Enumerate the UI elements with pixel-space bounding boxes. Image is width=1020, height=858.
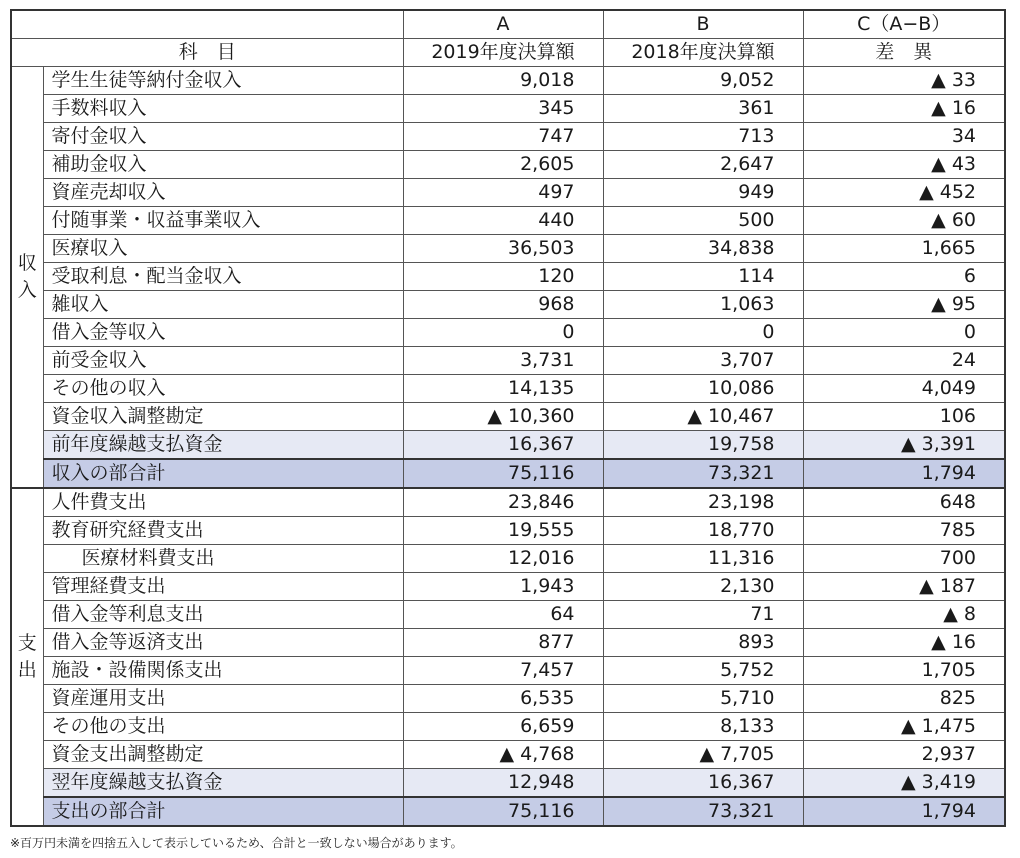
table-row	[11, 375, 1005, 403]
col-a-subheader: 2019年度決算額	[403, 39, 603, 67]
table-row	[11, 573, 1005, 601]
value-c: ▲ 452	[803, 179, 1005, 207]
table-row	[11, 319, 1005, 347]
table-row	[11, 517, 1005, 545]
row-label: 寄付金収入	[43, 123, 403, 151]
value-b: 5,752	[603, 657, 803, 685]
value-c: ▲ 43	[803, 151, 1005, 179]
table-row	[11, 657, 1005, 685]
value-c: 1,665	[803, 235, 1005, 263]
header-row-2	[11, 39, 1005, 67]
col-b-header: B	[603, 10, 803, 39]
row-label: その他の支出	[43, 713, 403, 741]
value-c: 1,705	[803, 657, 1005, 685]
value-c: 825	[803, 685, 1005, 713]
value-b: 10,086	[603, 375, 803, 403]
table-row	[11, 291, 1005, 319]
row-label: 受取利息・配当金収入	[43, 263, 403, 291]
table-row	[11, 207, 1005, 235]
value-c: 6	[803, 263, 1005, 291]
value-b: 3,707	[603, 347, 803, 375]
value-c: 785	[803, 517, 1005, 545]
row-label: 補助金収入	[43, 151, 403, 179]
expense-group-label: 支 出	[11, 488, 43, 826]
table-row	[11, 713, 1005, 741]
row-label: 借入金等返済支出	[43, 629, 403, 657]
row-label: 人件費支出	[43, 488, 403, 517]
value-a: 0	[403, 319, 603, 347]
row-label: 資金収入調整勘定	[43, 403, 403, 431]
value-c: ▲ 60	[803, 207, 1005, 235]
budget-table	[10, 9, 1006, 827]
value-b: 361	[603, 95, 803, 123]
value-c: ▲ 8	[803, 601, 1005, 629]
row-label: 施設・設備関係支出	[43, 657, 403, 685]
value-a: 23,846	[403, 488, 603, 517]
value-a: ▲ 10,360	[403, 403, 603, 431]
footnote: ※百万円未満を四捨五入して表示しているため、合計と一致しない場合があります。	[10, 836, 463, 850]
value-c: ▲ 16	[803, 629, 1005, 657]
row-label: 医療材料費支出	[43, 545, 403, 573]
value-b: 34,838	[603, 235, 803, 263]
row-label: 資産売却収入	[43, 179, 403, 207]
value-a: 14,135	[403, 375, 603, 403]
value-a: 497	[403, 179, 603, 207]
row-label: 付随事業・収益事業収入	[43, 207, 403, 235]
value-b: 5,710	[603, 685, 803, 713]
table-row	[11, 347, 1005, 375]
table-row	[11, 629, 1005, 657]
row-label: 資金支出調整勘定	[43, 741, 403, 769]
income-group-label: 収 入	[11, 67, 43, 489]
value-a: 1,943	[403, 573, 603, 601]
value-c: 648	[803, 488, 1005, 517]
row-label: 手数料収入	[43, 95, 403, 123]
col-c-subheader: 差 異	[803, 39, 1005, 67]
value-b: 0	[603, 319, 803, 347]
col-c-header: C（A−B）	[803, 10, 1005, 39]
table-row	[11, 95, 1005, 123]
value-c: 4,049	[803, 375, 1005, 403]
total-c: 1,794	[803, 459, 1005, 488]
value-b: 19,758	[603, 431, 803, 460]
table-row	[11, 403, 1005, 431]
value-a: 12,016	[403, 545, 603, 573]
value-b: 500	[603, 207, 803, 235]
value-b: 8,133	[603, 713, 803, 741]
value-b: 11,316	[603, 545, 803, 573]
value-a: 64	[403, 601, 603, 629]
table-row	[11, 67, 1005, 95]
table-row	[11, 151, 1005, 179]
col-a-header: A	[403, 10, 603, 39]
value-c: 106	[803, 403, 1005, 431]
table-row	[11, 431, 1005, 460]
table-row	[11, 235, 1005, 263]
row-label: 資産運用支出	[43, 685, 403, 713]
value-c: ▲ 3,419	[803, 769, 1005, 798]
row-label: 教育研究経費支出	[43, 517, 403, 545]
value-b: 713	[603, 123, 803, 151]
row-label: 前年度繰越支払資金	[43, 431, 403, 460]
value-a: 36,503	[403, 235, 603, 263]
table-row	[11, 179, 1005, 207]
value-a: 968	[403, 291, 603, 319]
value-b: 23,198	[603, 488, 803, 517]
value-c: 34	[803, 123, 1005, 151]
value-a: 7,457	[403, 657, 603, 685]
col-b-subheader: 2018年度決算額	[603, 39, 803, 67]
value-b: 2,130	[603, 573, 803, 601]
value-c: ▲ 3,391	[803, 431, 1005, 460]
total-c: 1,794	[803, 797, 1005, 826]
total-a: 75,116	[403, 797, 603, 826]
total-label: 支出の部合計	[43, 797, 403, 826]
row-label: 借入金等収入	[43, 319, 403, 347]
value-a: 9,018	[403, 67, 603, 95]
table-row	[11, 601, 1005, 629]
value-b: 2,647	[603, 151, 803, 179]
value-c: 24	[803, 347, 1005, 375]
row-label: 医療収入	[43, 235, 403, 263]
value-b: 114	[603, 263, 803, 291]
total-a: 75,116	[403, 459, 603, 488]
value-c: ▲ 33	[803, 67, 1005, 95]
value-a: 3,731	[403, 347, 603, 375]
value-b: 16,367	[603, 769, 803, 798]
total-row	[11, 459, 1005, 488]
value-c: 0	[803, 319, 1005, 347]
value-b: 1,063	[603, 291, 803, 319]
value-b: ▲ 7,705	[603, 741, 803, 769]
table-row	[11, 685, 1005, 713]
value-c: 2,937	[803, 741, 1005, 769]
value-a: 345	[403, 95, 603, 123]
value-a: 12,948	[403, 769, 603, 798]
value-c: ▲ 16	[803, 95, 1005, 123]
table-row	[11, 123, 1005, 151]
value-c: ▲ 95	[803, 291, 1005, 319]
header-empty-cell	[11, 10, 403, 39]
row-label: 管理経費支出	[43, 573, 403, 601]
value-c: ▲ 1,475	[803, 713, 1005, 741]
value-a: 6,659	[403, 713, 603, 741]
subject-header: 科 目	[11, 39, 403, 67]
value-c: 700	[803, 545, 1005, 573]
value-b: 71	[603, 601, 803, 629]
value-b: 893	[603, 629, 803, 657]
total-b: 73,321	[603, 797, 803, 826]
value-a: 19,555	[403, 517, 603, 545]
row-label: 雑収入	[43, 291, 403, 319]
value-b: ▲ 10,467	[603, 403, 803, 431]
table-row	[11, 263, 1005, 291]
value-a: 440	[403, 207, 603, 235]
value-a: 16,367	[403, 431, 603, 460]
total-row	[11, 797, 1005, 826]
value-a: ▲ 4,768	[403, 741, 603, 769]
row-label: 学生生徒等納付金収入	[43, 67, 403, 95]
table-row	[11, 769, 1005, 798]
row-label: 前受金収入	[43, 347, 403, 375]
row-label: その他の収入	[43, 375, 403, 403]
table-row	[11, 741, 1005, 769]
value-a: 2,605	[403, 151, 603, 179]
value-a: 6,535	[403, 685, 603, 713]
table-row	[11, 545, 1005, 573]
value-b: 9,052	[603, 67, 803, 95]
value-c: ▲ 187	[803, 573, 1005, 601]
value-a: 747	[403, 123, 603, 151]
total-label: 収入の部合計	[43, 459, 403, 488]
value-b: 949	[603, 179, 803, 207]
value-a: 877	[403, 629, 603, 657]
row-label: 借入金等利息支出	[43, 601, 403, 629]
value-b: 18,770	[603, 517, 803, 545]
value-a: 120	[403, 263, 603, 291]
table-row	[11, 488, 1005, 517]
header-row-1	[11, 10, 1005, 39]
row-label: 翌年度繰越支払資金	[43, 769, 403, 798]
total-b: 73,321	[603, 459, 803, 488]
